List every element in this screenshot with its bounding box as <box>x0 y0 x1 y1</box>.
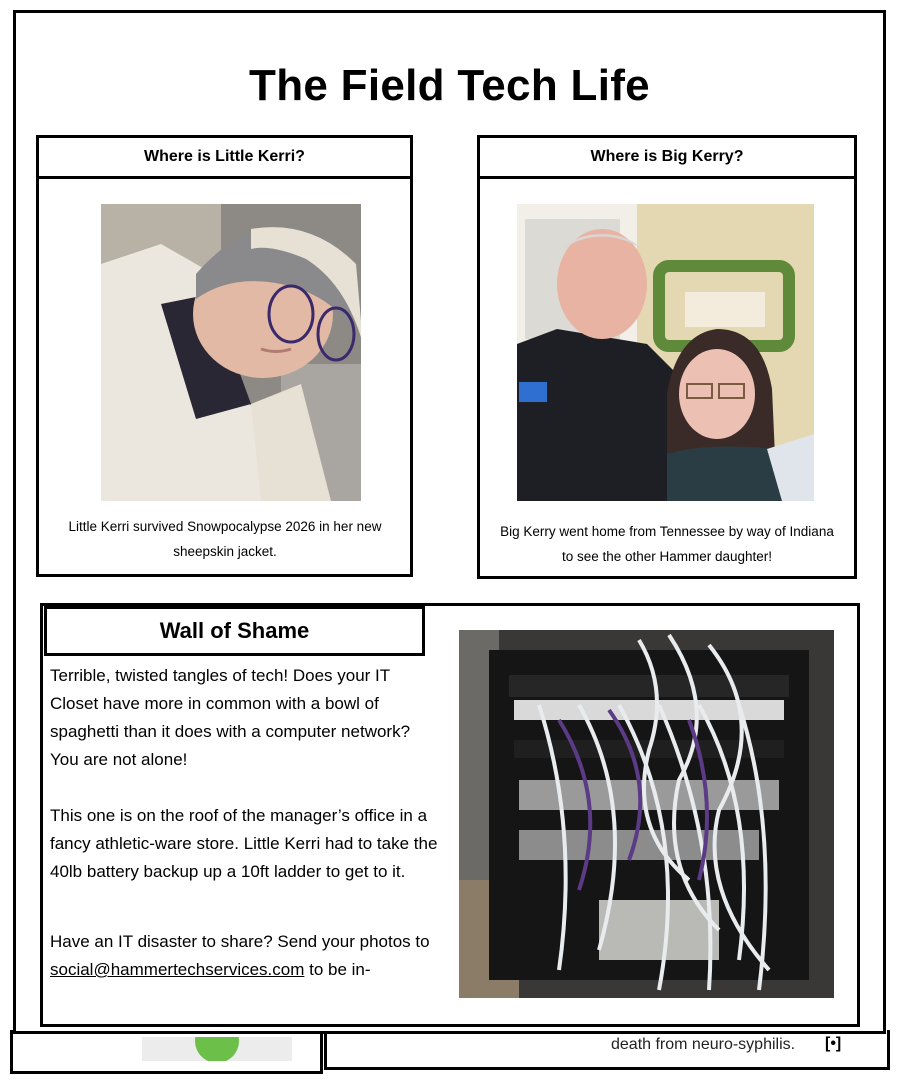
underlying-page-right-box <box>324 1030 890 1070</box>
big-kerry-caption <box>480 519 854 569</box>
wall-of-shame-para-cta <box>50 928 440 984</box>
little-kerri-caption-line2: sheepskin jacket. <box>173 544 277 559</box>
big-kerry-header <box>477 135 857 179</box>
it-closet-photo <box>459 630 834 998</box>
wall-of-shame-para-story: This one is on the roof of the manager’s office in a fancy athletic-ware store. Little Kerri had to take the 40lb battery backup up a 10ft ladder to get to it. <box>50 806 438 881</box>
big-kerry-photo <box>517 204 814 501</box>
wall-of-shame-header-text: Wall of Shame <box>159 618 310 643</box>
big-kerry-caption-line1: Big Kerry went home from Tennessee by way of Indiana <box>500 524 834 539</box>
wall-of-shame-header <box>44 606 425 656</box>
little-kerri-caption-line1: Little Kerri survived Snowpocalypse 2026 in her new <box>68 519 382 534</box>
wall-of-shame-text <box>50 662 440 1012</box>
big-kerry-caption-line2: to see the other Hammer daughter! <box>561 549 773 564</box>
cta-text: Have an IT disaster to share? Send your photos to <box>50 932 430 951</box>
little-kerri-header-text: Where is Little Kerri? <box>144 148 305 165</box>
gear-icon <box>142 1037 292 1061</box>
wall-of-shame-para-intro: Terrible, twisted tangles of tech! Does your IT Closet have more in common with a bowl of spaghetti than it does with a computer network? You are not alone! <box>50 666 411 769</box>
big-kerry-header-text: Where is Big Kerry? <box>590 148 744 165</box>
underlying-page-text: death from neuro-syphilis. <box>611 1036 796 1053</box>
email-link[interactable]: social@hammertechservices.com <box>50 960 305 979</box>
underlying-page-logo <box>142 1037 292 1061</box>
page-title: The Field Tech Life <box>249 61 650 110</box>
underlying-page-marker: [•] <box>825 1035 842 1052</box>
little-kerri-header <box>36 135 413 179</box>
little-kerri-photo <box>101 204 361 501</box>
little-kerri-caption <box>40 514 410 564</box>
cta-suffix: to be in- <box>304 960 371 979</box>
